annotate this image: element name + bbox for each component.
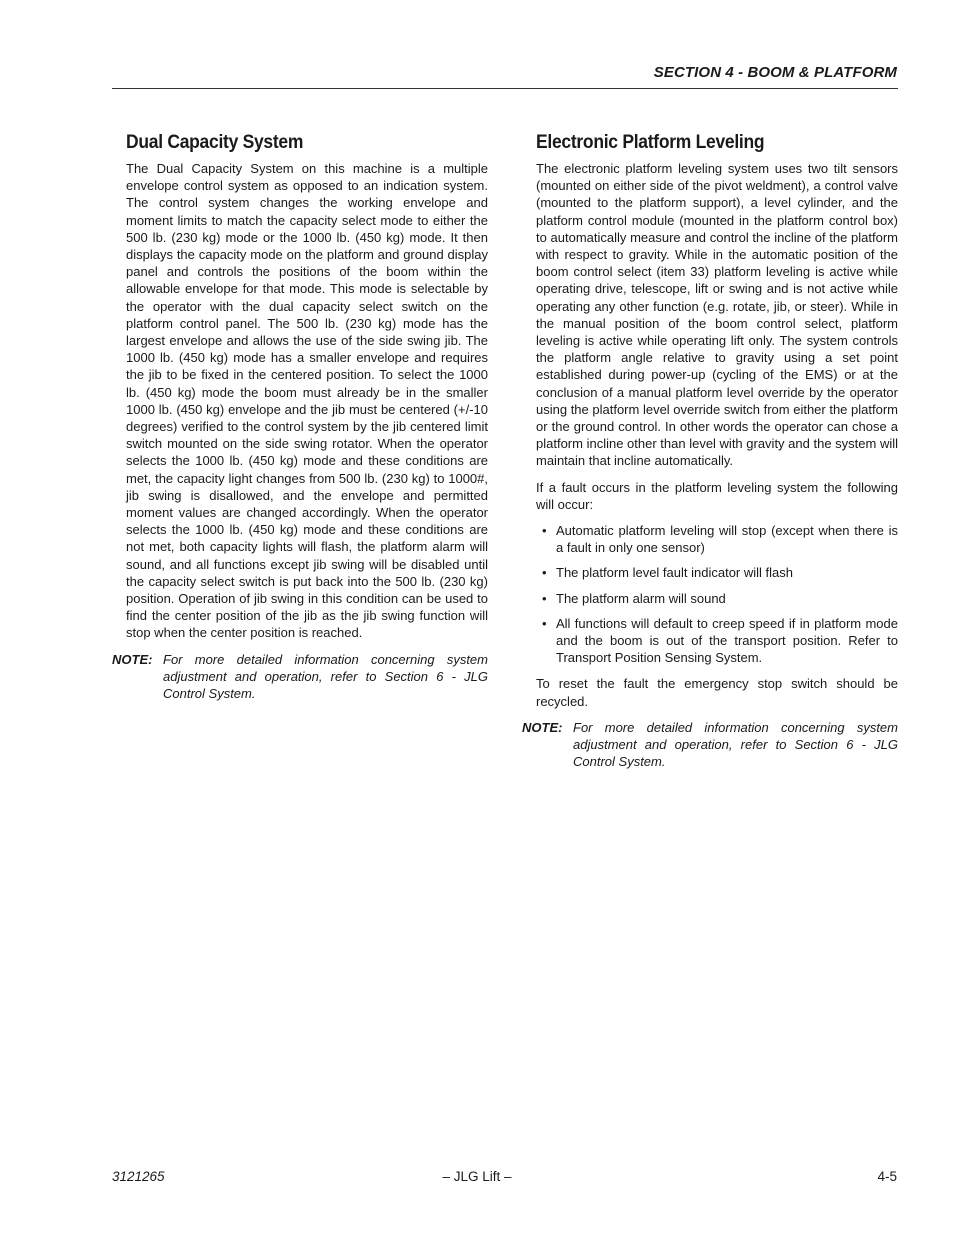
bullet-icon: • (542, 523, 547, 539)
list-item (542, 590, 898, 607)
note-label: NOTE: (112, 651, 153, 667)
section-title: SECTION 4 - BOOM & PLATFORM (653, 64, 897, 81)
left-column (112, 132, 488, 702)
note-label: NOTE: (522, 719, 563, 735)
right-column (522, 132, 898, 771)
list-item (542, 564, 898, 581)
fault-list (536, 522, 898, 666)
bullet-icon: • (542, 565, 547, 581)
right-note (522, 719, 898, 771)
list-item-text: Automatic platform leveling will stop (except when there is a fault in only one sensor) (556, 523, 898, 556)
platform-leveling-paragraph-2: If a fault occurs in the platform leveling system the following will occur: (536, 479, 898, 512)
dual-capacity-heading: Dual Capacity System (126, 132, 304, 153)
dual-capacity-paragraph: The Dual Capacity System on this machine is a multiple envelope control system as opposed to an indication system. The control system changes the working envelope and moment limits to match the capacity select mode to either the 500 lb. (230 kg) mode or the 1000 lb. (450 kg) mode. It then displays the capacity mode on the platform and ground display panel and controls the positions of the boom within the allowable envelope for that mode. This mode is selectable by the operator with the dual capacity select switch on the platform control panel. The 500 lb. (230 kg) mode has the largest envelope and allows the use of the side swing jib. The 1000 lb. (450 kg) mode has a smaller envelope and requires the jib to be fixed in the centered position. To select the 1000 lb. (450 kg) mode the boom must already be in the smaller 1000 lb. (450 kg) envelope and the jib must be centered (+/-10 degrees) verified to the control system by the jib centered limit switch mounted on the side swing rotator. When the operator selects the 1000 lb. (450 kg) mode and these conditions are met, the capacity light changes from 500 lb. (230 kg) to 1000#, jib swing is disallowed, and the envelope and permitted moment values are changed accordingly. When the operator selects the 1000 lb. (450 kg) mode and these conditions are not met, both capacity lights will flash, the platform alarm will sound, and all functions except jib swing will be disabled until the capacity select switch is put back into the 500 lb. (230 kg) position. Operation of jib swing in this condition can be used to find the center position of the jib as the jib swing function will stop when the center position is reached. (126, 161, 488, 641)
footer-brand: – JLG Lift – (442, 1169, 512, 1184)
list-item-text: All functions will default to creep speed if in platform mode and the boom is out of the transport position. Refer to Transport Position Sensing System. (556, 615, 898, 666)
note-text: For more detailed information concerning system adjustment and operation, refer to Section 6 - JLG Control System. (163, 651, 488, 702)
list-item (542, 522, 898, 556)
list-item-text: The platform alarm will sound (556, 590, 726, 606)
bullet-icon: • (542, 590, 547, 606)
header-rule (112, 88, 898, 89)
left-note (112, 651, 488, 703)
list-item-text: The platform level fault indicator will flash (556, 565, 793, 581)
platform-leveling-paragraph-3: To reset the fault the emergency stop switch should be recycled. (536, 676, 898, 709)
platform-leveling-paragraph-1: The electronic platform leveling system uses two tilt sensors (mounted on either side of the pivot weldment), a control valve (mounted to the platform support), a level cylinder, and the platform control module (mounted in the platform control box) to automatically measure and control the incline of the platform with respect to gravity. While in the automatic position of the boom control select (item 33) platform leveling is active while operating drive, telescope, lift or swing and is not active while operating any other function (e.g. rotate, jib, or steer). While in the manual position of the boom control select, platform leveling is active while operating lift only. The system controls the platform angle relative to gravity using a set point established during power-up (cycling of the EMS) or at the conclusion of a manual platform level override by the operator using the platform level override switch from either the platform or the ground control. In other words the operator can chose a platform incline other than level with gravity and the system will maintain that incline automatically. (536, 161, 898, 469)
document-number: 3121265 (112, 1169, 165, 1184)
bullet-icon: • (542, 615, 547, 631)
page-number: 4-5 (877, 1169, 897, 1184)
platform-leveling-heading: Electronic Platform Leveling (536, 132, 765, 153)
note-text: For more detailed information concerning system adjustment and operation, refer to Section 6 - JLG Control System. (573, 719, 898, 770)
list-item (542, 615, 898, 667)
